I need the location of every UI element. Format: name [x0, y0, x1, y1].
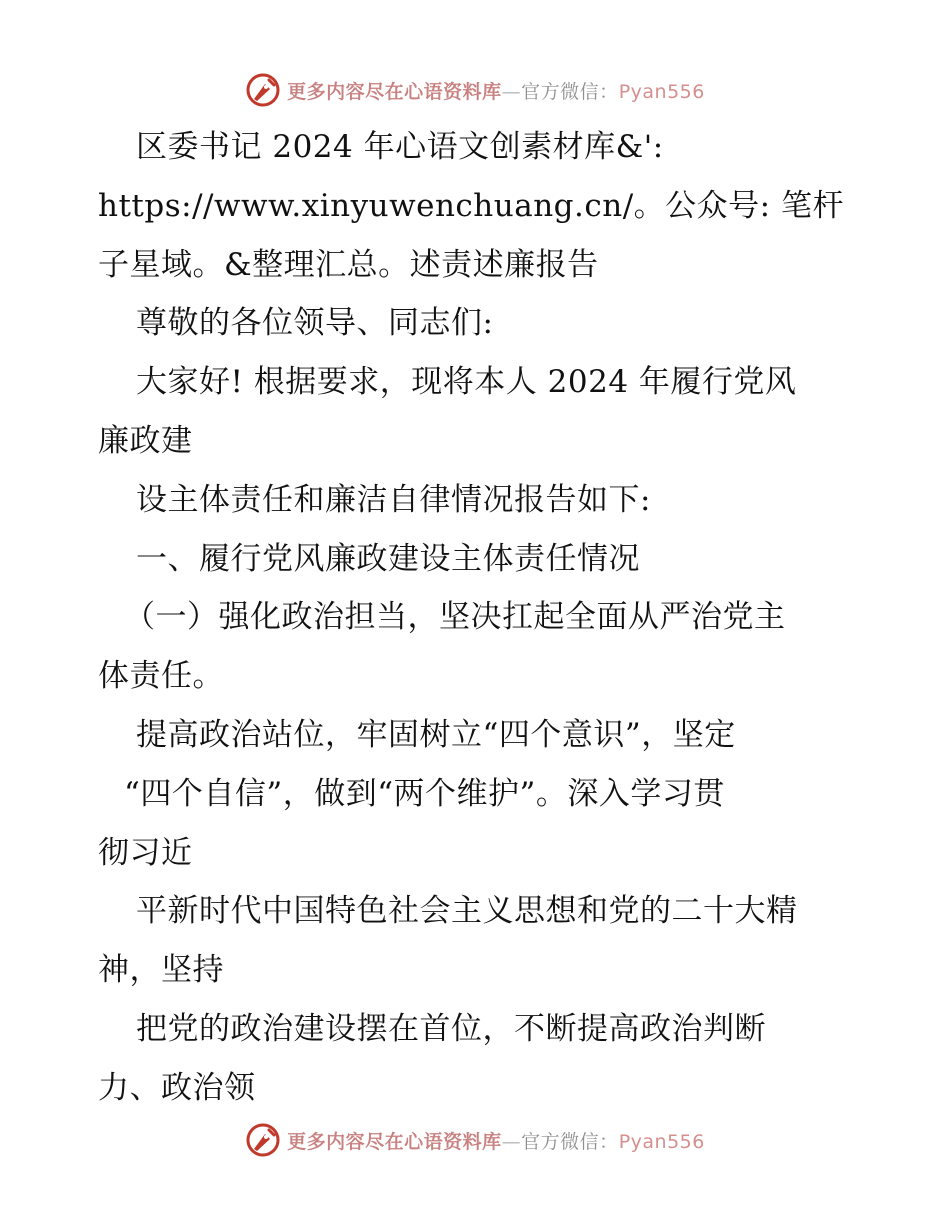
body-line: 彻习近: [98, 834, 193, 871]
body-line: https://www.xinyuwenchuang.cn/。公众号: 笔杆: [98, 187, 844, 224]
body-line: 把党的政治建设摆在首位，不断提高政治判断: [136, 1010, 766, 1047]
subsection-heading: （一）强化政治担当，坚决扛起全面从严治党主: [124, 599, 786, 636]
section-heading: 一、履行党风廉政建设主体责任情况: [136, 540, 640, 577]
body-line: 廉政建: [98, 422, 193, 459]
watermark-dash: —: [501, 1130, 522, 1153]
watermark-main: 更多内容尽在心语资料库: [287, 80, 502, 103]
pen-nib-logo-icon: [245, 72, 281, 108]
watermark-wechat-id: Pyan556: [618, 80, 705, 103]
watermark-dash: —: [501, 80, 522, 103]
body-line: 神，坚持: [98, 952, 224, 989]
watermark-wechat-id: Pyan556: [618, 1130, 705, 1153]
header-watermark: [0, 68, 950, 112]
pen-nib-logo-icon: [245, 1122, 281, 1158]
body-line: 设主体责任和廉洁自律情况报告如下:: [136, 481, 651, 518]
body-line: 尊敬的各位领导、同志们:: [136, 305, 494, 342]
body-line: 区委书记 2024 年心语文创素材库&':: [136, 129, 664, 165]
document-body: [98, 118, 858, 1118]
watermark-text: [287, 1127, 705, 1154]
body-line: 体责任。: [98, 658, 224, 695]
footer-watermark: [0, 1118, 950, 1162]
body-line: 子星域。&整理汇总。述责述廉报告: [98, 246, 599, 283]
body-line: 大家好! 根据要求，现将本人 2024 年履行党风: [136, 364, 797, 401]
watermark-sub: 官方微信：: [521, 1130, 619, 1153]
watermark-text: [287, 77, 705, 104]
watermark-sub: 官方微信：: [521, 80, 619, 103]
body-line: 提高政治站位，牢固树立“四个意识”，坚定: [136, 716, 736, 753]
body-line: 平新时代中国特色社会主义思想和党的二十大精: [136, 893, 798, 930]
body-line: “四个自信”，做到“两个维护”。深入学习贯: [124, 775, 725, 812]
body-line: 力、政治领: [98, 1069, 256, 1106]
watermark-main: 更多内容尽在心语资料库: [287, 1130, 502, 1153]
